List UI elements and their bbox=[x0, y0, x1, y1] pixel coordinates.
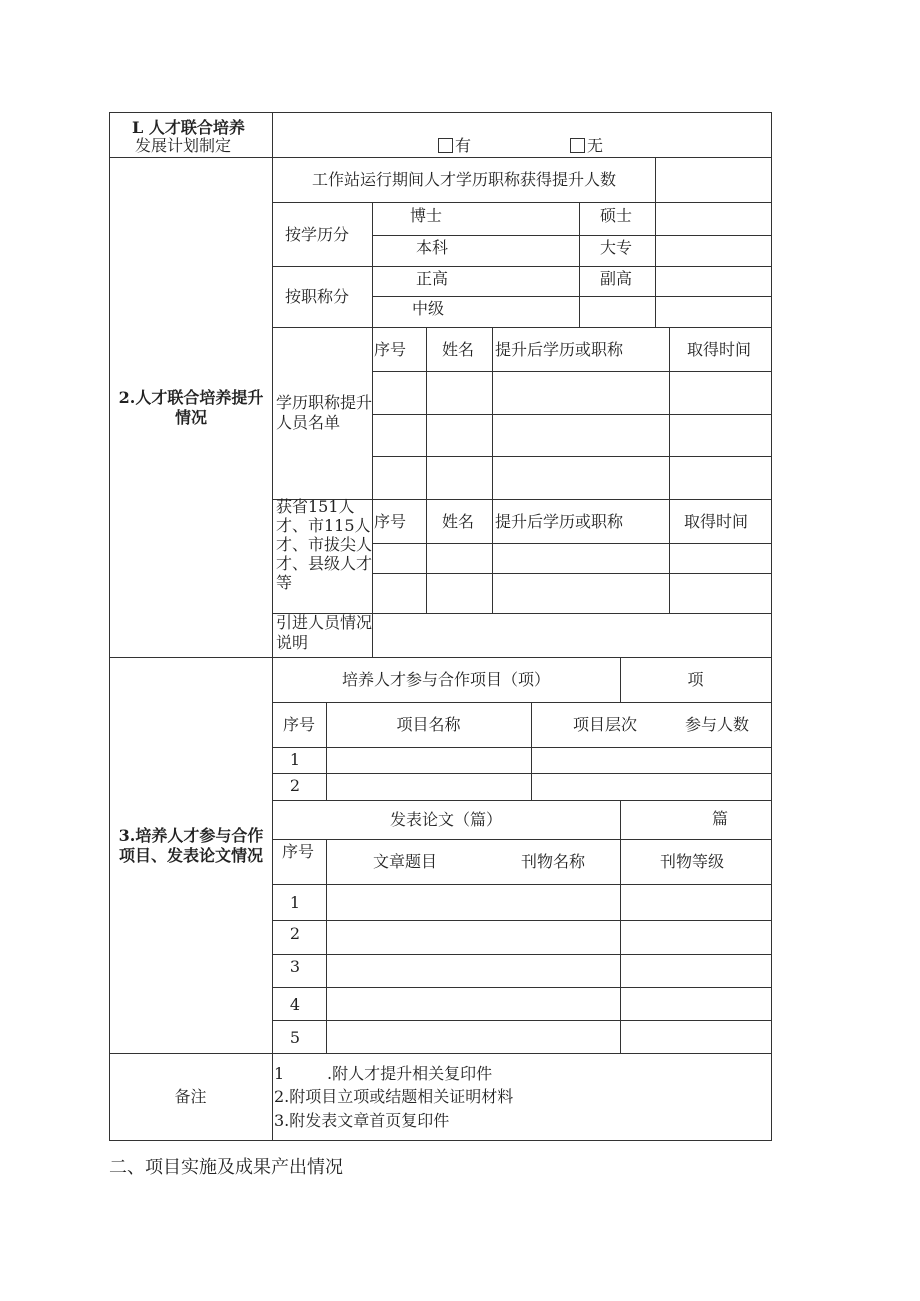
table-divider bbox=[109, 157, 772, 158]
col-proj: 项目名称 bbox=[396, 715, 461, 734]
table-divider bbox=[372, 573, 772, 574]
col-journal: 刊物名称 bbox=[521, 852, 586, 871]
col-no: 序号 bbox=[282, 715, 315, 734]
option-no[interactable] bbox=[570, 136, 603, 156]
note-item-1: .附人才提升相关复印件 bbox=[327, 1064, 493, 1083]
intro-label: 引进人员情况说明 bbox=[276, 613, 373, 652]
section-heading: 二、项目实施及成果产出情况 bbox=[109, 1157, 343, 1178]
notes-label: 备注 bbox=[174, 1087, 207, 1106]
yes-checkbox[interactable] bbox=[438, 138, 453, 153]
table-divider bbox=[272, 920, 772, 921]
col-time: 取得时间 bbox=[687, 340, 752, 359]
note-item-3: 3.附发表文章首页复印件 bbox=[274, 1111, 450, 1130]
table-divider bbox=[272, 987, 772, 988]
table-divider bbox=[426, 327, 427, 613]
table-divider bbox=[372, 296, 772, 297]
col-title: 文章题目 bbox=[373, 852, 438, 871]
table-divider bbox=[109, 1053, 772, 1054]
table-divider bbox=[272, 839, 772, 840]
col-name: 姓名 bbox=[442, 512, 475, 531]
table-border bbox=[109, 112, 110, 1141]
table-divider bbox=[272, 773, 772, 774]
paper-row-no: 5 bbox=[289, 1028, 301, 1047]
table-divider bbox=[272, 884, 772, 885]
col-after: 提升后学历或职称 bbox=[495, 512, 624, 531]
note-item-1-no: 1 bbox=[274, 1064, 285, 1083]
col-time: 取得时间 bbox=[684, 512, 749, 531]
table-divider bbox=[669, 327, 670, 613]
table-divider bbox=[372, 327, 373, 658]
proj-row-no: 1 bbox=[289, 750, 301, 769]
table-divider bbox=[372, 371, 772, 372]
college-label: 大专 bbox=[600, 238, 633, 257]
col-name: 姓名 bbox=[442, 340, 475, 359]
table-divider bbox=[492, 327, 493, 613]
proj-row-no: 2 bbox=[289, 776, 301, 795]
table-divider bbox=[372, 414, 772, 415]
table-border bbox=[109, 112, 772, 113]
table-divider bbox=[372, 202, 373, 327]
paper-unit: 篇 bbox=[711, 809, 728, 828]
option-yes[interactable] bbox=[438, 136, 471, 156]
paper-row-no: 1 bbox=[289, 893, 301, 912]
award-label: 获省151人才、市115人才、市拔尖人才、县级人才等 bbox=[276, 497, 373, 592]
table-divider bbox=[326, 839, 327, 1054]
table-divider bbox=[579, 202, 580, 327]
col-no: 序号 bbox=[374, 512, 407, 531]
s3-label: 3.培养人才参与合作项目、发表论文情况 bbox=[118, 826, 264, 865]
proj-header: 培养人才参与合作项目（项） bbox=[341, 670, 550, 689]
table-divider bbox=[109, 657, 772, 658]
senior-label: 正高 bbox=[416, 269, 449, 288]
note-item-2: 2.附项目立项或结题相关证明材料 bbox=[274, 1087, 514, 1106]
table-divider bbox=[272, 800, 772, 801]
col-no: 序号 bbox=[281, 842, 314, 861]
doctor-label: 博士 bbox=[410, 206, 443, 225]
s1-label-line2: 发展计划制定 bbox=[135, 136, 232, 155]
paper-header: 发表论文（篇） bbox=[389, 810, 502, 829]
s2-label: 2.人才联合培养提升情况 bbox=[118, 388, 264, 427]
paper-row-no: 3 bbox=[289, 957, 301, 976]
table-divider bbox=[272, 954, 772, 955]
no-label: 无 bbox=[587, 136, 604, 155]
bachelor-label: 本科 bbox=[416, 238, 449, 257]
table-divider bbox=[372, 543, 772, 544]
paper-row-no: 2 bbox=[289, 924, 301, 943]
s2-header: 工作站运行期间人才学历职称获得提升人数 bbox=[311, 170, 616, 189]
table-divider bbox=[272, 702, 772, 703]
col-level: 项目层次 bbox=[573, 715, 638, 734]
table-divider bbox=[272, 327, 772, 328]
col-people: 参与人数 bbox=[685, 715, 750, 734]
table-divider bbox=[272, 1020, 772, 1021]
table-divider bbox=[655, 157, 656, 327]
table-border bbox=[109, 1140, 772, 1141]
table-divider bbox=[372, 456, 772, 457]
middle-label: 中级 bbox=[412, 299, 445, 318]
col-grade: 刊物等级 bbox=[660, 852, 725, 871]
master-label: 硕士 bbox=[600, 206, 633, 225]
proj-unit: 项 bbox=[687, 670, 704, 689]
table-divider bbox=[272, 747, 772, 748]
vice-senior-label: 副高 bbox=[600, 269, 633, 288]
col-after: 提升后学历或职称 bbox=[495, 340, 624, 359]
s1-label-line1: L 人才联合培养 bbox=[132, 118, 245, 137]
no-checkbox[interactable] bbox=[570, 138, 585, 153]
table-divider bbox=[372, 235, 772, 236]
table-divider bbox=[531, 702, 532, 800]
by-degree-label: 按学历分 bbox=[285, 225, 350, 244]
yes-label: 有 bbox=[455, 136, 472, 155]
col-no: 序号 bbox=[374, 340, 407, 359]
table-divider bbox=[272, 266, 772, 267]
by-title-label: 按职称分 bbox=[285, 287, 350, 306]
list-label: 学历职称提升人员名单 bbox=[276, 393, 373, 432]
paper-row-no: 4 bbox=[289, 995, 301, 1014]
table-divider bbox=[272, 202, 772, 203]
